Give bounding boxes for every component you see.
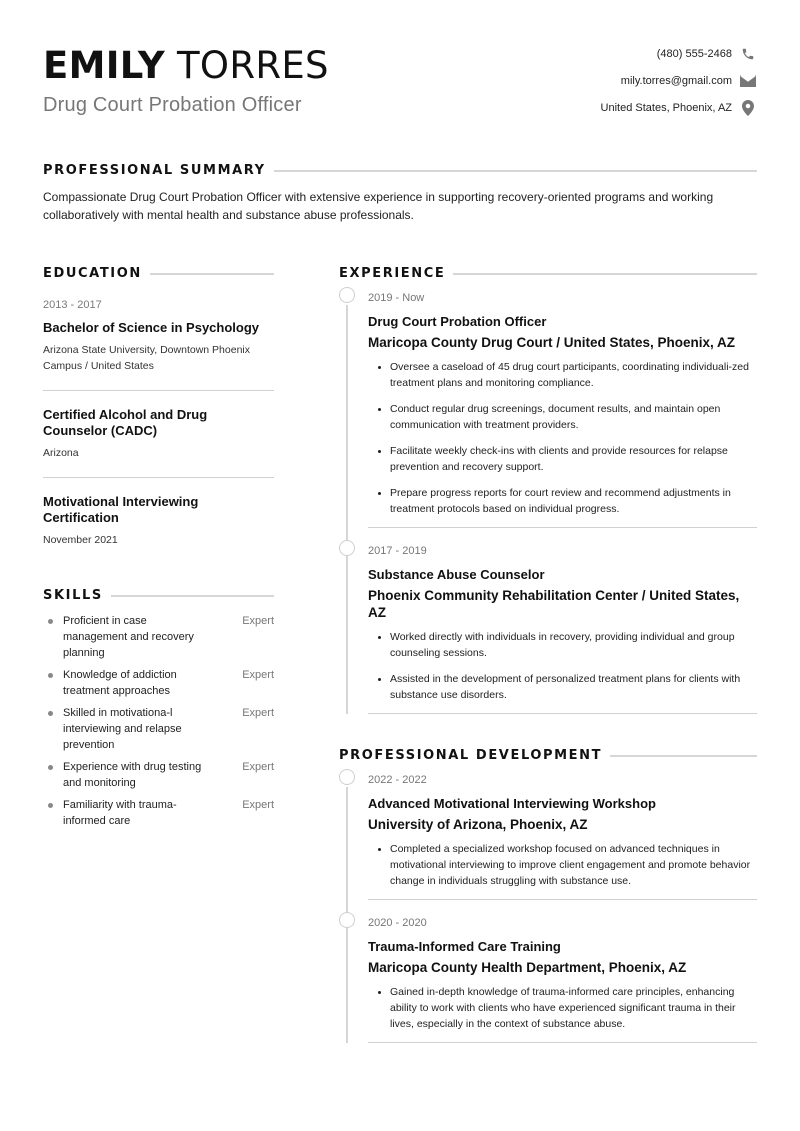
bullet-item: Completed a specialized workshop focused on advanced techniques in motivational interviewing to improve client engagement and promote behavior change in individuals struggling with substance use.	[378, 841, 757, 889]
skills-title: SKILLS	[43, 588, 103, 603]
development-item	[368, 773, 757, 900]
development-title: PROFESSIONAL DEVELOPMENT	[339, 748, 603, 763]
skill-name: Knowledge of addiction treatment approaches	[63, 669, 177, 697]
divider	[368, 1042, 757, 1043]
left-column	[43, 266, 274, 835]
education-date: 2013 - 2017	[43, 299, 102, 311]
education-degree: Motivational Interviewing Certification	[43, 494, 199, 525]
development-title-text: Trauma-Informed Care Training	[368, 939, 561, 954]
job-title: Drug Court Probation Officer	[43, 94, 302, 116]
development-date: 2022 - 2022	[368, 774, 427, 786]
email-text[interactable]: mily.torres@gmail.com	[620, 74, 732, 87]
first-name: EMILY	[43, 44, 165, 87]
map-pin-icon	[740, 100, 756, 116]
bullet-item: Oversee a caseload of 45 drug court participants, coordinating individuali-zed treatment plans and monitoring compliance.	[378, 359, 757, 391]
skills-section	[43, 588, 274, 829]
development-bullets	[368, 841, 757, 889]
divider	[368, 899, 757, 900]
divider	[43, 477, 274, 478]
skill-level: Expert	[242, 707, 274, 719]
experience-date: 2019 - Now	[368, 292, 425, 304]
resume-header	[43, 44, 329, 117]
section-rule	[150, 273, 274, 275]
envelope-icon	[740, 73, 756, 89]
experience-role: Substance Abuse Counselor	[368, 567, 545, 582]
experience-item	[368, 544, 757, 714]
section-rule	[453, 273, 757, 275]
phone-text: (480) 555-2468	[656, 47, 732, 60]
last-name: TORRES	[177, 44, 329, 87]
education-degree: Bachelor of Science in Psychology	[43, 320, 260, 335]
experience-bullets	[368, 629, 757, 703]
bullet-icon	[48, 673, 53, 678]
skill-name: Familiarity with trauma-informed care	[63, 799, 177, 827]
education-place: November 2021	[43, 534, 118, 546]
phone-icon	[740, 46, 756, 62]
skill-name: Experience with drug testing and monitoring	[63, 761, 202, 789]
section-rule	[111, 595, 274, 597]
skill-item	[43, 705, 274, 753]
bullet-item: Prepare progress reports for court review and recommend adjustments in treatment protocols based on individual progress.	[378, 485, 757, 517]
skill-level: Expert	[242, 669, 274, 681]
skill-item	[43, 613, 274, 661]
bullet-item: Facilitate weekly check-ins with clients and provide resources for relapse prevention and recovery support.	[378, 443, 757, 475]
education-title: EDUCATION	[43, 266, 142, 281]
skill-list	[43, 613, 274, 829]
candidate-name	[43, 44, 329, 88]
experience-heading	[339, 266, 757, 281]
development-date: 2020 - 2020	[368, 917, 427, 929]
summary-text: Compassionate Drug Court Probation Officer with extensive experience in supporting recovery-oriented programs and working collaboratively with mental health and substance abuse professionals.	[43, 190, 714, 222]
skill-level: Expert	[242, 761, 274, 773]
timeline-node-icon	[339, 769, 355, 785]
bullet-icon	[48, 711, 53, 716]
education-degree: Certified Alcohol and Drug Counselor (CADC)	[43, 407, 208, 438]
skill-item	[43, 759, 274, 791]
skill-item	[43, 667, 274, 699]
experience-timeline	[339, 291, 757, 714]
skill-item	[43, 797, 274, 829]
skill-level: Expert	[242, 799, 274, 811]
timeline-node-icon	[339, 912, 355, 928]
contact-email	[601, 67, 756, 94]
development-org: Maricopa County Health Department, Phoenix, AZ	[368, 960, 687, 975]
development-heading	[339, 748, 757, 763]
development-bullets	[368, 984, 757, 1032]
timeline-node-icon	[339, 540, 355, 556]
education-heading	[43, 266, 274, 281]
right-column	[339, 266, 757, 1043]
contact-location	[601, 94, 756, 121]
professional-summary	[43, 163, 757, 224]
bullet-item: Gained in-depth knowledge of trauma-informed care principles, enhancing ability to work with clients who have experienced significant trauma in their lives, especially in the context of substance abuse.	[378, 984, 757, 1032]
bullet-item: Conduct regular drug screenings, document results, and maintain open communication with treatment providers.	[378, 401, 757, 433]
bullet-icon	[48, 765, 53, 770]
divider	[368, 527, 757, 528]
professional-development-section	[339, 748, 757, 1043]
development-item	[368, 916, 757, 1043]
divider	[368, 713, 757, 714]
education-place: Arizona	[43, 447, 79, 459]
divider	[43, 390, 274, 391]
skill-name: Proficient in case management and recovery planning	[63, 615, 194, 659]
experience-org: Phoenix Community Rehabilitation Center / United States, AZ	[368, 588, 740, 620]
bullet-icon	[48, 803, 53, 808]
timeline-node-icon	[339, 287, 355, 303]
development-org: University of Arizona, Phoenix, AZ	[368, 817, 588, 832]
education-item	[43, 494, 274, 548]
summary-title: PROFESSIONAL SUMMARY	[43, 163, 266, 178]
location-text: United States, Phoenix, AZ	[600, 101, 732, 114]
contact-phone	[601, 40, 756, 67]
timeline-line	[346, 305, 348, 714]
experience-date: 2017 - 2019	[368, 545, 427, 557]
skills-heading	[43, 588, 274, 603]
bullet-icon	[48, 619, 53, 624]
experience-role: Drug Court Probation Officer	[368, 314, 547, 329]
education-item	[43, 407, 274, 461]
summary-heading	[43, 163, 757, 178]
development-timeline	[339, 773, 757, 1043]
experience-org: Maricopa County Drug Court / United States, Phoenix, AZ	[368, 335, 736, 350]
experience-title: EXPERIENCE	[339, 266, 446, 281]
section-rule	[610, 755, 757, 757]
section-rule	[274, 170, 757, 172]
skill-name: Skilled in motivationa-l interviewing and relapse prevention	[63, 707, 182, 751]
education-place: Arizona State University, Downtown Phoenix Campus / United States	[43, 344, 250, 372]
development-title-text: Advanced Motivational Interviewing Workshop	[368, 796, 656, 811]
bullet-item: Worked directly with individuals in recovery, providing individual and group counseling sessions.	[378, 629, 757, 661]
education-item	[43, 299, 274, 374]
experience-item	[368, 291, 757, 528]
experience-bullets	[368, 359, 757, 517]
bullet-item: Assisted in the development of personalized treatment plans for clients with substance use disorders.	[378, 671, 757, 703]
skill-level: Expert	[242, 615, 274, 627]
contact-info	[601, 40, 756, 121]
